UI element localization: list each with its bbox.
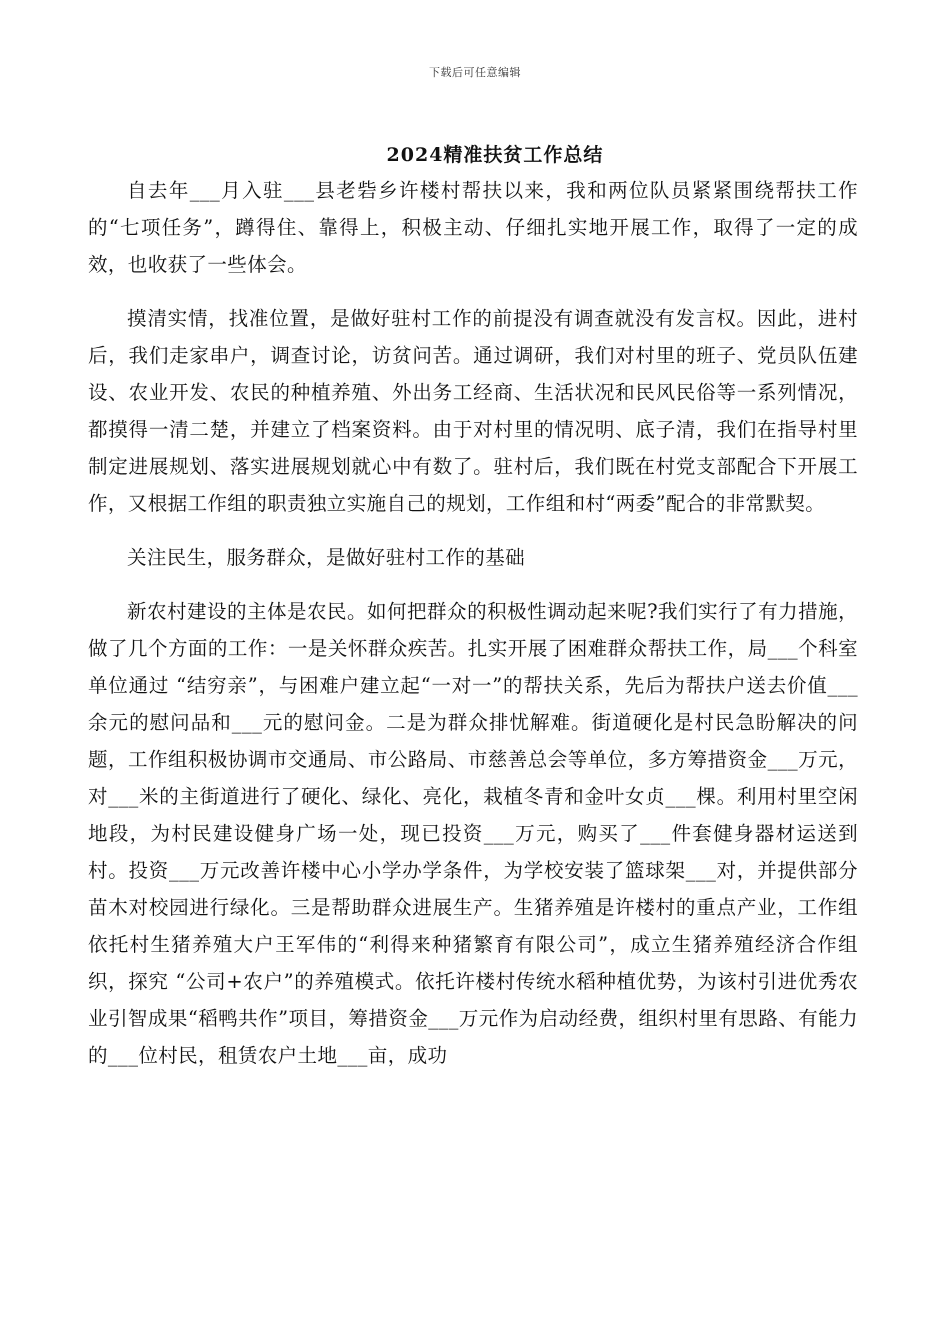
paragraph-heading-livelihood: 关注民生，服务群众，是做好驻村工作的基础 — [127, 546, 526, 569]
document-title: 2024精准扶贫工作总结 — [386, 144, 604, 166]
header-note: 下载后可任意编辑 — [429, 66, 521, 79]
paragraph-measures: 新农村建设的主体是农民。如何把群众的积极性调动起来呢?我们实行了有力措施，做了几个方面的工作：一是关怀群众疾苦。扎实开展了困难群众帮扶工作，局___个科室单位通过 “结穷亲”，与困难户建立起“一对一”的帮扶关系，先后为帮扶户送去价值___余元的慰问品和___元的慰问金。二是为群众排忧解难。街道硬化是村民急盼解决的问题，工作组积极协调市交通局、市公路局、市慈善总会等单位，多方筹措资金___万元，对___米的主街道进行了硬化、绿化、亮化，栽植冬青和金叶女贞___棵。利用村里空闲地段，为村民建设健身广场一处，现已投资___万元，购买了___件套健身器材运送到村。投资___万元改善许楼中心小学办学条件，为学校安装了篮球架___对，并提供部分苗木对校园进行绿化。三是帮助群众进展生产。生猪养殖是许楼村的重点产业，工作组依托村生猪养殖大户王军伟的“利得来种猪繁育有限公司”，成立生猪养殖经济合作组织，探究 “公司+农户”的养殖模式。依托许楼村传统水稻种植优势，为该村引进优秀农业引智成果“稻鸭共作”项目，筹措资金___万元作为启动经费，组织村里有思路、有能力的___位村民，租赁农户土地___亩，成功 — [88, 600, 858, 1067]
paragraph-intro: 自去年___月入驻___县老砦乡许楼村帮扶以来，我和两位队员紧紧围绕帮扶工作的“七项任务”，蹲得住、靠得上，积极主动、仔细扎实地开展工作，取得了一定的成效，也收获了一些体会。 — [88, 179, 858, 276]
document-body — [88, 172, 858, 1074]
paragraph-investigation: 摸清实情，找准位置，是做好驻村工作的前提没有调查就没有发言权。因此，进村后，我们走家串户，调查讨论，访贫问苦。通过调研，我们对村里的班子、党员队伍建设、农业开发、农民的种植养殖、外出务工经商、生活状况和民风民俗等一系列情况，都摸得一清二楚，并建立了档案资料。由于对村里的情况明、底子清，我们在指导村里制定进展规划、落实进展规划就心中有数了。驻村后，我们既在村党支部配合下开展工作，又根据工作组的职责独立实施自己的规划，工作组和村“两委”配合的非常默契。 — [88, 307, 858, 515]
